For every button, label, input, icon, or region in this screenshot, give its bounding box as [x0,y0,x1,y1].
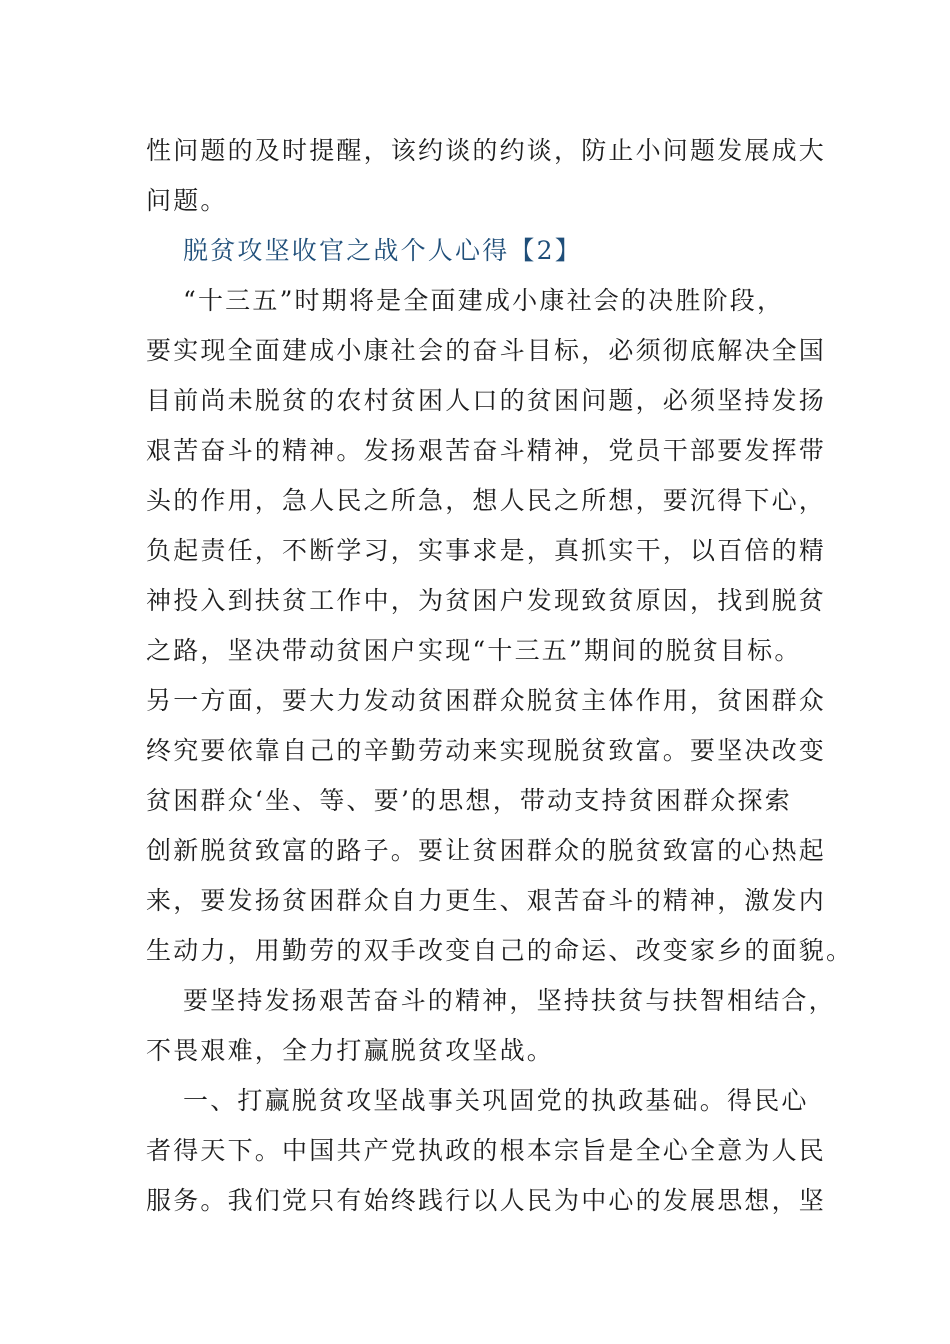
paragraph-1-line-14: 生动力，用勤劳的双手改变自己的命运、改变家乡的面貌。 [146,936,854,965]
paragraph-2-line-2: 不畏艰难，全力打赢脱贫攻坚战。 [146,1036,555,1065]
paragraph-1-line-9: 另一方面，要大力发动贫困群众脱贫主体作用，贫困群众 [146,686,827,715]
paragraph-1-line-4: 艰苦奋斗的精神。发扬艰苦奋斗精神，党员干部要发挥带 [146,436,827,465]
paragraph-1-line-3: 目前尚未脱贫的农村贫困人口的贫困问题，必须坚持发扬 [146,386,827,415]
section-heading: 脱贫攻坚收官之战个人心得【2】 [183,236,582,265]
paragraph-1-line-7: 神投入到扶贫工作中，为贫困户发现致贫原因，找到脱贫 [146,586,827,615]
paragraph-2-line-1: 要坚持发扬艰苦奋斗的精神，坚持扶贫与扶智相结合， [183,986,836,1015]
paragraph-1-line-10: 终究要依靠自己的辛勤劳动来实现脱贫致富。要坚决改变 [146,736,827,765]
paragraph-1-line-12: 创新脱贫致富的路子。要让贫困群众的脱贫致富的心热起 [146,836,827,865]
paragraph-1-line-2: 要实现全面建成小康社会的奋斗目标，必须彻底解决全国 [146,336,827,365]
paragraph-3-line-2: 者得天下。中国共产党执政的根本宗旨是全心全意为人民 [146,1136,827,1165]
paragraph-1-line-5: 头的作用，急人民之所急，想人民之所想，要沉得下心， [146,486,827,515]
paragraph-1-line-1: “十三五”时期将是全面建成小康社会的决胜阶段， [183,286,785,315]
continuation-line-2: 问题。 [146,186,228,215]
paragraph-1-line-13: 来，要发扬贫困群众自力更生、艰苦奋斗的精神，激发内 [146,886,827,915]
paragraph-1-line-11: 贫困群众‘坐、等、要’的思想，带动支持贫困群众探索 [146,786,792,815]
paragraph-3-line-1: 一、打赢脱贫攻坚战事关巩固党的执政基础。得民心 [183,1086,809,1115]
paragraph-3-line-3: 服务。我们党只有始终践行以人民为中心的发展思想，坚 [146,1186,827,1215]
continuation-line-1: 性问题的及时提醒，该约谈的约谈，防止小问题发展成大 [146,136,827,165]
paragraph-1-line-6: 负起责任，不断学习，实事求是，真抓实干，以百倍的精 [146,536,827,565]
paragraph-1-line-8: 之路，坚决带动贫困户实现“十三五”期间的脱贫目标。 [146,636,802,665]
